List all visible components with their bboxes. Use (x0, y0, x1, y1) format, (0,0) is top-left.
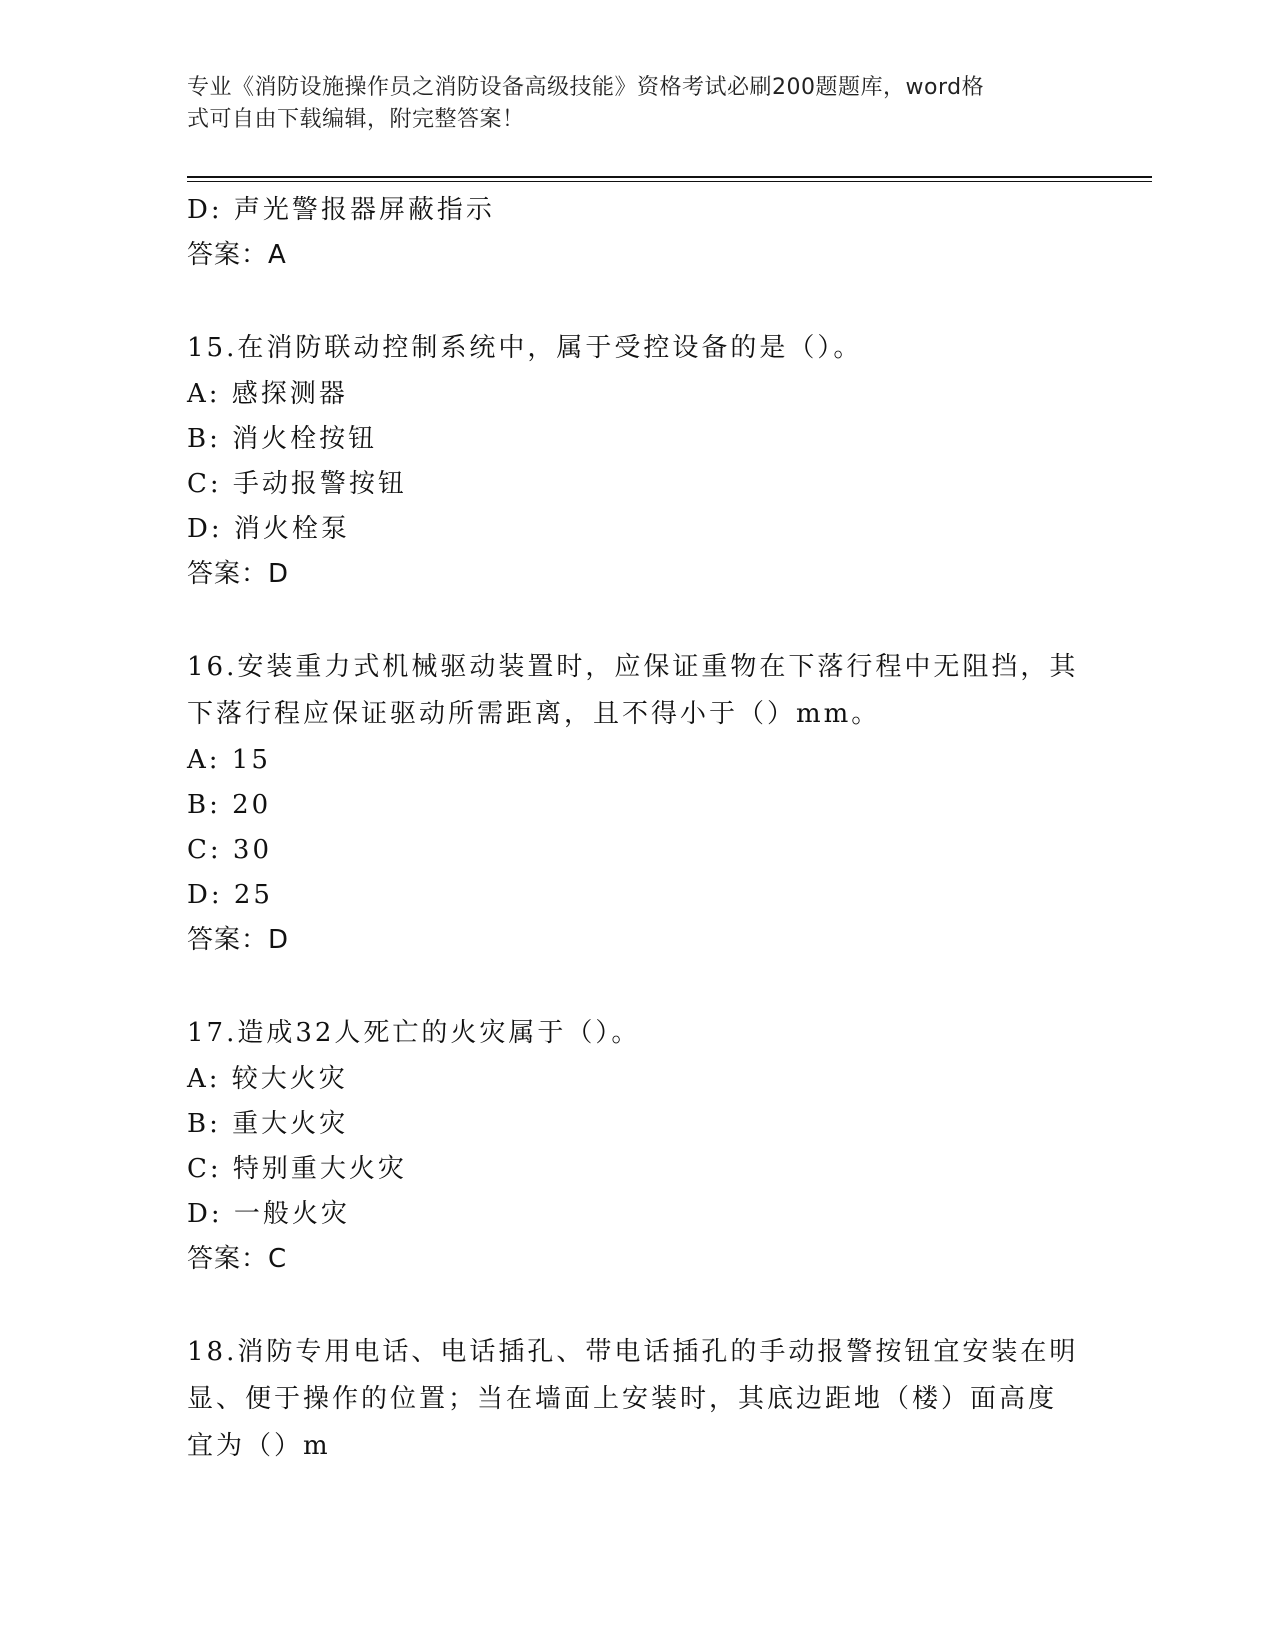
option-d: D: 25 (187, 880, 273, 910)
answer-line: 答案：A (187, 240, 287, 270)
question-17 (187, 1010, 1087, 1282)
question-18 (187, 1329, 1087, 1470)
option-d: D: 声光警报器屏蔽指示 (187, 195, 495, 225)
answer-line: 答案：C (187, 1244, 288, 1274)
option-a: A: 15 (187, 745, 271, 775)
option-b: B: 消火栓按钮 (187, 424, 378, 454)
question-stem: 17.造成32人死亡的火灾属于（）。 (187, 1018, 641, 1048)
question-15 (187, 325, 1087, 597)
option-b: B: 20 (187, 790, 272, 820)
answer-line: 答案：D (187, 559, 290, 589)
option-d: D: 一般火灾 (187, 1199, 350, 1229)
question-stem: 15.在消防联动控制系统中，属于受控设备的是（）。 (187, 333, 863, 363)
option-a: A: 较大火灾 (187, 1064, 348, 1094)
question-stem-line-2: 下落行程应保证驱动所需距离，且不得小于（）mm。 (187, 699, 881, 729)
option-c: C: 手动报警按钮 (187, 469, 407, 499)
question-stem-line-1: 18.消防专用电话、电话插孔、带电话插孔的手动报警按钮宜安装在明 (187, 1337, 1079, 1367)
question-16 (187, 644, 1087, 963)
option-a: A: 感探测器 (187, 379, 348, 409)
option-c: C: 30 (187, 835, 273, 865)
answer-line: 答案：D (187, 925, 290, 955)
option-c: C: 特别重大火灾 (187, 1154, 407, 1184)
question-list (187, 188, 1087, 1470)
question-stem-line-3: 宜为（）m (187, 1431, 331, 1461)
question-stem-line-2: 显、便于操作的位置；当在墙面上安装时，其底边距地（楼）面高度 (187, 1384, 1058, 1414)
header-line-1: 专业《消防设施操作员之消防设备高级技能》资格考试必刷200题题库，word格 (187, 75, 985, 100)
header-line-2: 式可自由下载编辑，附完整答案！ (187, 107, 525, 132)
option-b: B: 重大火灾 (187, 1109, 349, 1139)
option-d: D: 消火栓泵 (187, 514, 350, 544)
question-stem-line-1: 16.安装重力式机械驱动装置时，应保证重物在下落行程中无阻挡，其 (187, 652, 1079, 682)
page-header (187, 72, 1087, 136)
header-divider-thick (187, 176, 1152, 178)
header-divider-thin (187, 181, 1152, 182)
